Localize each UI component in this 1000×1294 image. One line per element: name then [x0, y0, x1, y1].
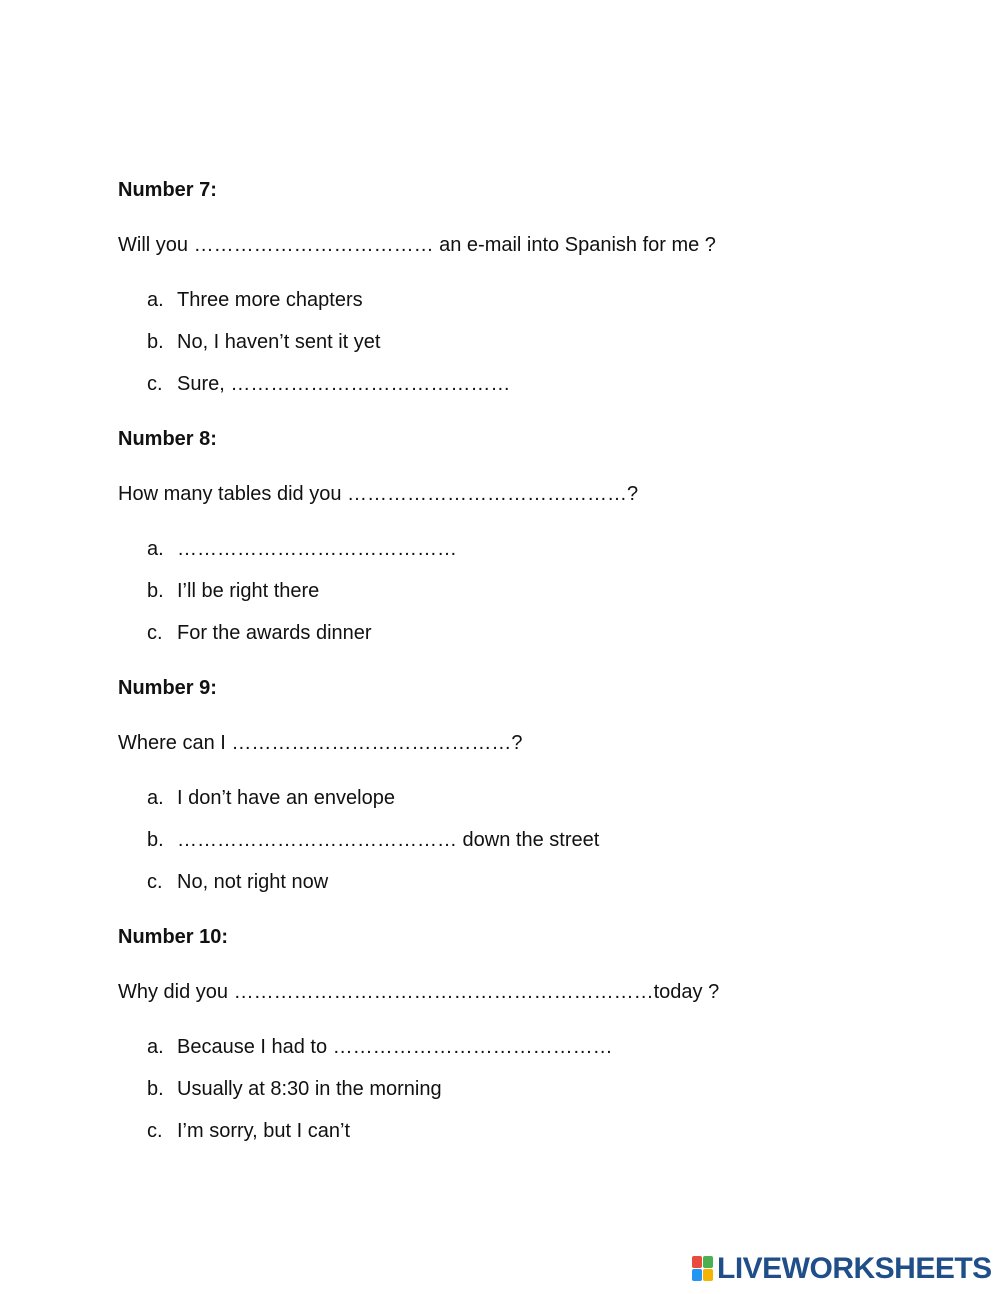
option-text: I’m sorry, but I can’t: [177, 1120, 351, 1142]
liveworksheets-logo: [692, 1253, 992, 1285]
option-text: I’ll be right there: [177, 580, 320, 602]
option-letter: c.: [147, 1120, 163, 1142]
option-letter: b.: [147, 331, 164, 353]
question-9-option-c: [147, 871, 328, 894]
option-letter: b.: [147, 1078, 164, 1100]
option-text: …………………………………… down the street: [177, 829, 600, 851]
option-text: Sure, ……………………………………: [177, 373, 511, 395]
question-7-option-a: [147, 289, 363, 312]
question-7-prompt: Will you ……………………………… an e-mail into Spanish for me ?: [118, 234, 716, 256]
question-9-option-a: [147, 787, 395, 810]
option-text: Because I had to ……………………………………: [177, 1036, 613, 1058]
option-text: No, not right now: [177, 871, 329, 893]
option-letter: b.: [147, 580, 164, 602]
option-letter: c.: [147, 871, 163, 893]
question-7-option-b: [147, 331, 380, 354]
question-8-heading: Number 8:: [118, 428, 217, 450]
question-9-option-b: [147, 829, 599, 852]
option-letter: c.: [147, 622, 163, 644]
question-8-prompt: How many tables did you ……………………………………?: [118, 483, 639, 505]
question-9-prompt: Where can I ……………………………………?: [118, 732, 523, 754]
option-text: I don’t have an envelope: [177, 787, 395, 809]
logo-text: LIVEWORKSHEETS: [717, 1252, 992, 1285]
option-letter: a.: [147, 289, 164, 311]
question-8-option-b: [147, 580, 319, 603]
question-10-option-b: [147, 1078, 442, 1101]
question-7-option-c: [147, 373, 510, 396]
option-text: No, I haven’t sent it yet: [177, 331, 381, 353]
option-text: Three more chapters: [177, 289, 363, 311]
question-8-option-c: [147, 622, 372, 645]
question-10-heading: Number 10:: [118, 926, 229, 948]
option-text: Usually at 8:30 in the morning: [177, 1078, 442, 1100]
option-letter: a.: [147, 538, 164, 560]
question-7-heading: Number 7:: [118, 179, 217, 201]
option-letter: b.: [147, 829, 164, 851]
option-text: For the awards dinner: [177, 622, 372, 644]
question-10-option-c: [147, 1120, 350, 1143]
question-10-prompt: Why did you ………………………………………………………today ?: [118, 981, 720, 1003]
option-letter: a.: [147, 787, 164, 809]
question-10-option-a: [147, 1036, 613, 1059]
question-9-heading: Number 9:: [118, 677, 217, 699]
liveworksheets-mark-icon: [692, 1256, 714, 1282]
option-text: ……………………………………: [177, 538, 457, 560]
question-8-option-a: [147, 538, 457, 561]
option-letter: c.: [147, 373, 163, 395]
option-letter: a.: [147, 1036, 164, 1058]
